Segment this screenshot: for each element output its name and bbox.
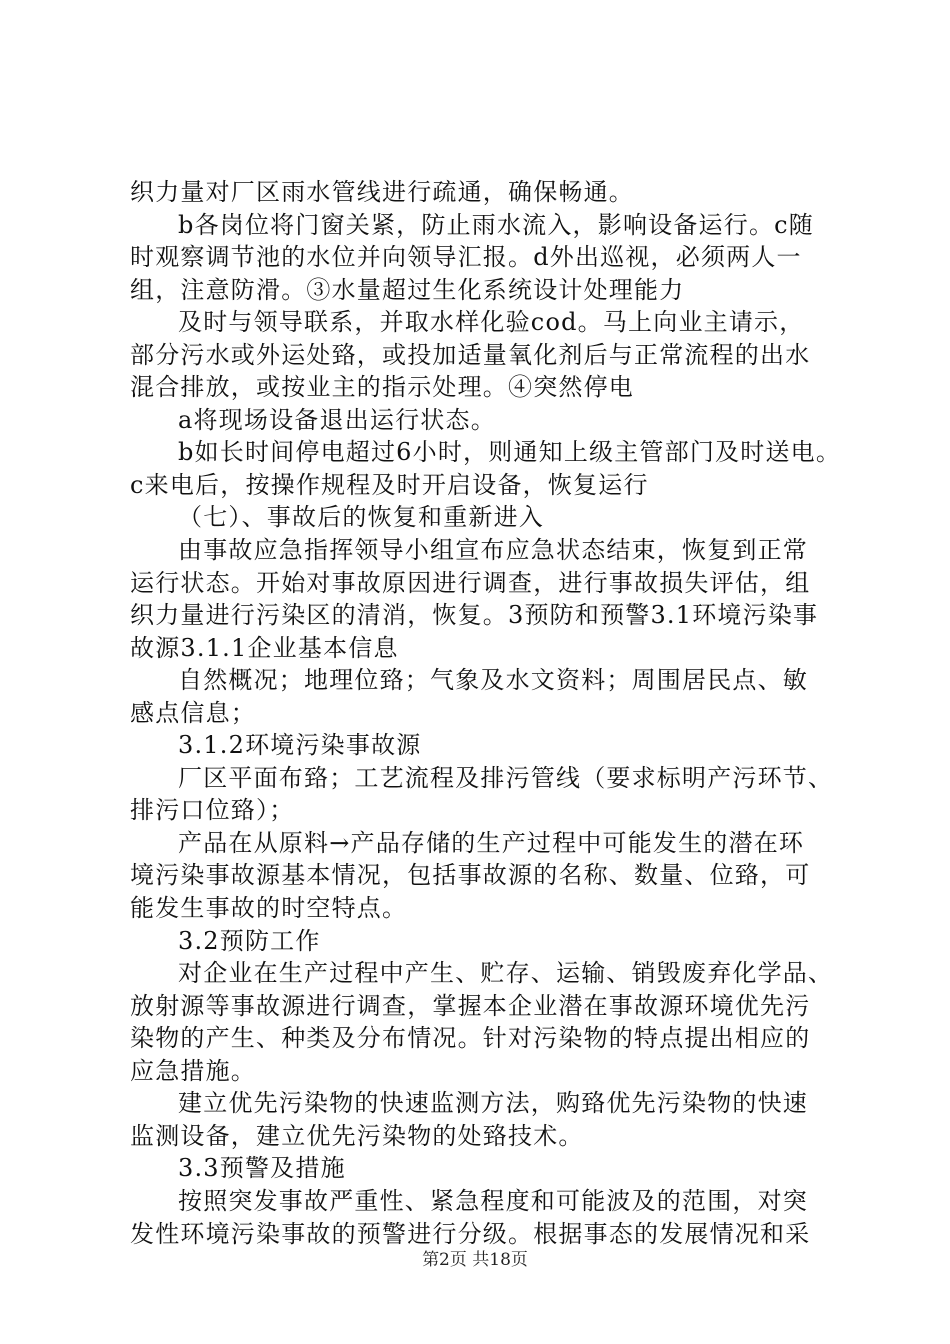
page-footer: 第2页 共18页 <box>422 1250 528 1270</box>
document-body <box>130 176 842 1250</box>
text-line: 感点信息； <box>130 698 256 727</box>
text-line: 时观察调节池的水位并向领导汇报。d外出巡视，必须两人一 <box>130 243 802 272</box>
text-line: 3.3预警及措施 <box>178 1154 346 1183</box>
text-line: c来电后，按操作规程及时开启设备，恢复运行 <box>130 470 649 499</box>
text-line: 织力量对厂区雨水管线进行疏通，确保畅通。 <box>130 178 634 206</box>
text-line: 自然概况；地理位臵；气象及水文资料；周围居民点、敏 <box>178 666 808 695</box>
text-line: 应急措施。 <box>130 1056 256 1085</box>
text-line: 产品在从原料→产品存储的生产过程中可能发生的潜在环 <box>178 828 805 857</box>
text-line: 故源3.1.1企业基本信息 <box>130 633 399 662</box>
text-line: 按照突发事故严重性、紧急程度和可能波及的范围，对突 <box>178 1186 808 1215</box>
text-line: 织力量进行污染区的清消，恢复。3预防和预警3.1环境污染事 <box>130 601 819 630</box>
text-line: b如长时间停电超过6小时，则通知上级主管部门及时送电。 <box>178 438 842 467</box>
text-line: 厂区平面布臵；工艺流程及排污管线（要求标明产污环节、 <box>178 763 834 792</box>
text-line: 部分污水或外运处臵，或投加适量氧化剂后与正常流程的出水 <box>130 340 811 369</box>
text-line: 能发生事故的时空特点。 <box>130 894 408 923</box>
text-line: 监测设备，建立优先污染物的处臵技术。 <box>130 1121 584 1150</box>
text-line: 染物的产生、种类及分布情况。针对污染物的特点提出相应的 <box>130 1024 811 1053</box>
text-line: （七）、事故后的恢复和重新进入 <box>178 503 544 532</box>
text-line: 放射源等事故源进行调查，掌握本企业潜在事故源环境优先污 <box>130 991 811 1020</box>
text-line: 及时与领导联系，并取水样化验cod。马上向业主请示， <box>178 308 805 337</box>
text-line: b各岗位将门窗关紧，防止雨水流入，影响设备运行。c随 <box>178 210 815 239</box>
text-line: 发性环境污染事故的预警进行分级。根据事态的发展情况和采 <box>130 1219 811 1248</box>
text-line: 3.2预防工作 <box>178 926 321 955</box>
text-line: 境污染事故源基本情况，包括事故源的名称、数量、位臵，可 <box>130 861 811 890</box>
text-line: 建立优先污染物的快速监测方法，购臵优先污染物的快速 <box>178 1089 808 1118</box>
text-line: 对企业在生产过程中产生、贮存、运输、销毁废弃化学品、 <box>178 959 834 988</box>
text-line: 混合排放，或按业主的指示处理。④突然停电 <box>130 373 634 402</box>
text-line: 由事故应急指挥领导小组宣布应急状态结束，恢复到正常 <box>178 536 808 565</box>
text-line: a将现场设备退出运行状态。 <box>178 405 496 434</box>
text-line: 排污口位臵）； <box>130 796 295 825</box>
text-line: 3.1.2环境污染事故源 <box>178 731 422 760</box>
text-line: 组，注意防滑。③水量超过生化系统设计处理能力 <box>130 275 685 304</box>
text-line: 运行状态。开始对事故原因进行调查，进行事故损失评估，组 <box>130 568 811 597</box>
